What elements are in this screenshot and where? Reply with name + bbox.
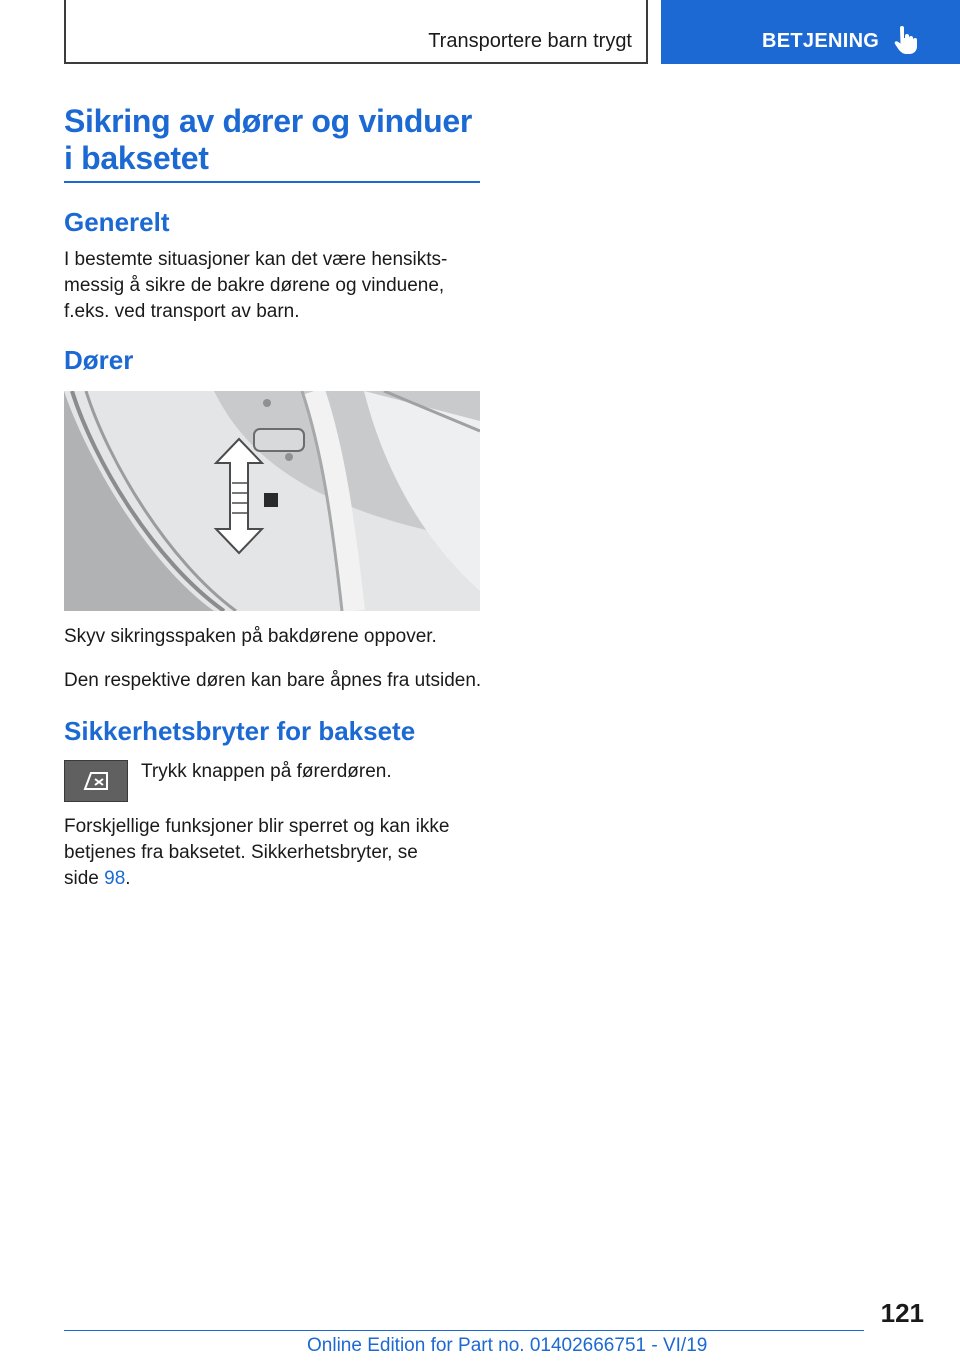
- pointing-hand-icon: [894, 26, 918, 54]
- page-reference-link[interactable]: 98: [104, 868, 126, 889]
- heading-doors: Dører: [64, 345, 134, 375]
- footer-divider: [64, 1330, 864, 1331]
- safety-switch-line-2: betjenes fra baksetet. Sikkerhetsbryter, se: [64, 842, 418, 863]
- header-chapter-tab[interactable]: [661, 0, 960, 64]
- window-lock-switch-icon: [64, 760, 128, 802]
- doors-result: Den respektive døren kan bare åpnes fra utsiden.: [64, 670, 482, 691]
- page-title-line-2: i baksetet: [64, 140, 209, 176]
- safety-switch-line-3-suffix: .: [125, 868, 131, 889]
- page-title: [64, 103, 484, 177]
- general-line-1: I bestemte situasjoner kan det være hensikts‐: [64, 249, 448, 270]
- safety-switch-line-1: Forskjellige funksjoner blir sperret og kan ikke: [64, 816, 450, 837]
- general-paragraph: [64, 247, 447, 325]
- doors-instruction: Skyv sikringsspaken på bakdørene oppover.: [64, 626, 437, 647]
- heading-general: Generelt: [64, 207, 170, 237]
- safety-switch-instruction: Trykk knappen på førerdøren.: [141, 761, 392, 782]
- safety-switch-paragraph: [64, 814, 449, 892]
- heading-safety-switch: Sikkerhetsbryter for baksete: [64, 716, 416, 746]
- general-line-3: f.eks. ved transport av barn.: [64, 301, 300, 322]
- header-section-title: Transportere barn trygt: [428, 30, 632, 52]
- safety-switch-line-3-prefix: side: [64, 868, 105, 889]
- title-divider: [64, 181, 480, 183]
- rear-door-child-lock-illustration: [64, 391, 480, 611]
- footer-edition: Online Edition for Part no. 01402666751 - VI/19: [307, 1335, 708, 1356]
- header-chapter-label: BETJENING: [762, 30, 880, 52]
- header-section-box: [64, 0, 648, 64]
- page-number: 121: [880, 1298, 924, 1328]
- page-title-line-1: Sikring av dører og vinduer: [64, 103, 472, 139]
- general-line-2: messig å sikre de bakre dørene og vinduene,: [64, 275, 445, 296]
